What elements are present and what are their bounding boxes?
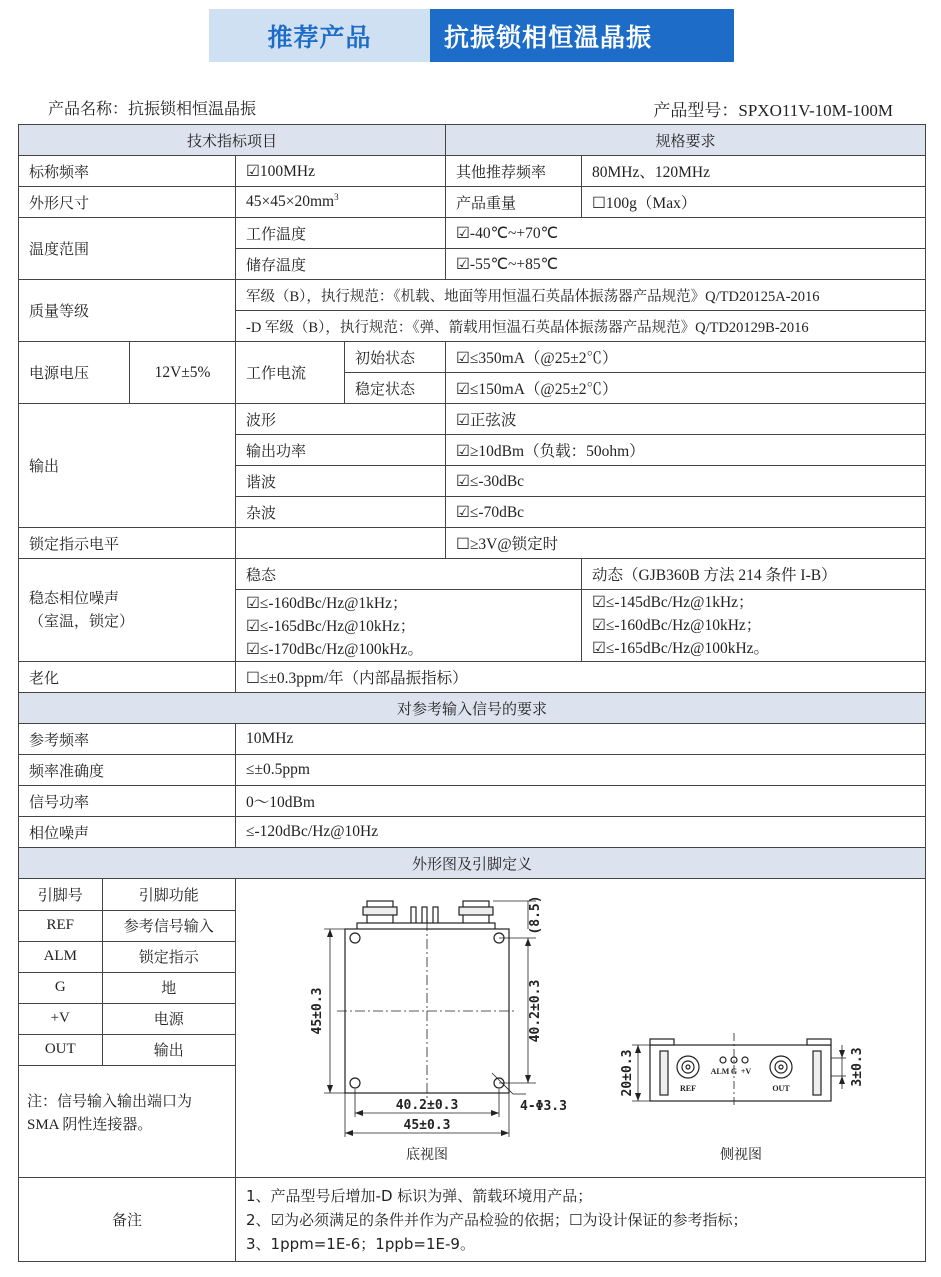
label: 质量等级 bbox=[19, 280, 236, 342]
ref-row bbox=[19, 755, 926, 786]
product-model: 产品型号：SPXO11V-10M-100M bbox=[653, 101, 893, 120]
row-lock bbox=[19, 528, 926, 559]
value: ☐≥3V@锁定时 bbox=[446, 528, 926, 559]
side-dim-height: 20±0.3 bbox=[620, 1049, 635, 1097]
label: 动态（GJB360B 方法 214 条件 I-B） bbox=[582, 559, 926, 590]
value: ☐≤±0.3ppm/年（内部晶振指标） bbox=[236, 662, 926, 693]
section-title: 外形图及引脚定义 bbox=[19, 848, 926, 879]
pin-id: REF bbox=[19, 910, 102, 941]
dim-hole: 4-Φ3.3 bbox=[520, 1099, 567, 1114]
pin-id: +V bbox=[19, 1003, 102, 1034]
side-label-g: G bbox=[730, 1067, 738, 1076]
value: ☑-55℃~+85℃ bbox=[446, 249, 926, 280]
size-sup: 3 bbox=[334, 192, 339, 203]
row-temp-work bbox=[19, 218, 926, 249]
label: 参考频率 bbox=[19, 724, 236, 755]
value: ☑≥10dBm（负载：50ohm） bbox=[446, 435, 926, 466]
label: 其他推荐频率 bbox=[446, 156, 582, 187]
pin-note bbox=[19, 1065, 235, 1161]
label: 输出 bbox=[19, 404, 236, 528]
ref-row bbox=[19, 724, 926, 755]
label: 稳定状态 bbox=[345, 373, 446, 404]
pn-label-2: （室温，锁定） bbox=[29, 612, 135, 630]
size-value: 45×45×20mm bbox=[246, 193, 335, 211]
note-line: SMA 阴性连接器。 bbox=[27, 1117, 153, 1134]
label: 谐波 bbox=[236, 466, 446, 497]
header-requirement: 规格要求 bbox=[446, 125, 926, 156]
note-line: 注：信号输入输出端口为 bbox=[27, 1092, 193, 1111]
outline-section-header bbox=[19, 848, 926, 879]
pin-header: 引脚号 bbox=[19, 879, 102, 910]
ref-section-header bbox=[19, 693, 926, 724]
pn-dynamic-line: ☑≤-160dBc/Hz@10kHz； bbox=[592, 617, 762, 634]
value: ☑-40℃~+70℃ bbox=[446, 218, 926, 249]
value: -D 军级（B），执行规范：《弹、箭载用恒温石英晶体振荡器产品规范》Q/TD20129B-2016 bbox=[236, 311, 926, 342]
banner-product: 抗振锁相恒温晶振 bbox=[430, 9, 734, 62]
row-power-1 bbox=[19, 342, 926, 373]
pin-id: OUT bbox=[19, 1034, 102, 1065]
value: 80MHz、120MHz bbox=[582, 156, 926, 187]
bottom-view-caption: 底视图 bbox=[406, 1147, 448, 1163]
remark-line: 2、☑为必须满足的条件并作为产品检验的依据；☐为设计保证的参考指标； bbox=[246, 1210, 748, 1229]
row-phase-noise-head bbox=[19, 559, 926, 590]
pin-row bbox=[19, 941, 235, 972]
pin-id: ALM bbox=[19, 941, 102, 972]
value: ☑≤-70dBc bbox=[446, 497, 926, 528]
value: ☑≤-30dBc bbox=[446, 466, 926, 497]
product-info bbox=[48, 96, 893, 121]
label: 储存温度 bbox=[236, 249, 446, 280]
dim-inner-v: 40.2±0.3 bbox=[528, 979, 543, 1043]
label: 老化 bbox=[19, 662, 236, 693]
value: ☐100g（Max） bbox=[582, 187, 926, 218]
outline-drawing bbox=[236, 879, 925, 1177]
title-banner bbox=[209, 9, 734, 62]
value: 12V±5% bbox=[130, 342, 236, 404]
pin-id: G bbox=[19, 972, 102, 1003]
label: 输出功率 bbox=[236, 435, 446, 466]
banner-tag: 推荐产品 bbox=[209, 9, 430, 62]
value: 0～10dBm bbox=[236, 786, 926, 817]
pin-func: 锁定指示 bbox=[102, 941, 235, 972]
remarks-row bbox=[19, 1178, 926, 1262]
pn-dynamic bbox=[582, 590, 926, 662]
pin-func: 输出 bbox=[102, 1034, 235, 1065]
pin-row bbox=[19, 1034, 235, 1065]
side-view-caption: 侧视图 bbox=[720, 1147, 762, 1163]
side-label-alm: ALM bbox=[710, 1067, 730, 1076]
dim-height: 45±0.3 bbox=[310, 987, 325, 1035]
label: 标称频率 bbox=[19, 156, 236, 187]
label: 电源电压 bbox=[19, 342, 130, 404]
pin-panel bbox=[19, 879, 236, 1178]
pin-row bbox=[19, 1003, 235, 1034]
side-label-out: OUT bbox=[772, 1084, 790, 1093]
value: ≤±0.5ppm bbox=[236, 755, 926, 786]
pin-func: 地 bbox=[102, 972, 235, 1003]
value: ☑≤150mA（@25±2℃） bbox=[446, 373, 926, 404]
remarks-content bbox=[236, 1178, 926, 1262]
dim-inner-h: 40.2±0.3 bbox=[395, 1098, 459, 1113]
side-label-v: +V bbox=[740, 1067, 752, 1076]
pin-header-row bbox=[19, 879, 235, 910]
pn-static-line: ☑≤-160dBc/Hz@1kHz； bbox=[246, 595, 408, 612]
outline-row bbox=[19, 879, 926, 1178]
label: 外形尺寸 bbox=[19, 187, 236, 218]
label: 温度范围 bbox=[19, 218, 236, 280]
label: 波形 bbox=[236, 404, 446, 435]
value: 军级（B），执行规范：《机载、地面等用恒温石英晶体振荡器产品规范》Q/TD20125A-2016 bbox=[236, 280, 926, 311]
pin-func: 参考信号输入 bbox=[102, 910, 235, 941]
label: 稳态 bbox=[236, 559, 582, 590]
value: ☑≤350mA（@25±2℃） bbox=[446, 342, 926, 373]
side-label-ref: REF bbox=[680, 1084, 696, 1093]
pin-func: 电源 bbox=[102, 1003, 235, 1034]
value: ≤-120dBc/Hz@10Hz bbox=[236, 817, 926, 848]
note-row bbox=[19, 1065, 235, 1161]
row-quality-1 bbox=[19, 280, 926, 311]
ref-row bbox=[19, 786, 926, 817]
row-output-wave bbox=[19, 404, 926, 435]
spec-table bbox=[18, 124, 926, 1262]
pin-row bbox=[19, 972, 235, 1003]
label: 信号功率 bbox=[19, 786, 236, 817]
label: 相位噪声 bbox=[19, 817, 236, 848]
pn-label-1: 稳态相位噪声 bbox=[29, 589, 120, 607]
pin-row bbox=[19, 910, 235, 941]
remark-line: 1、产品型号后增加-D 标识为弹、箭载环境用产品； bbox=[246, 1186, 593, 1205]
label bbox=[19, 559, 236, 662]
label: 产品重量 bbox=[446, 187, 582, 218]
section-title: 对参考输入信号的要求 bbox=[19, 693, 926, 724]
dim-width: 45±0.3 bbox=[403, 1118, 451, 1133]
label: 初始状态 bbox=[345, 342, 446, 373]
label: 工作电流 bbox=[236, 342, 345, 404]
pn-static-line: ☑≤-170dBc/Hz@100kHz。 bbox=[246, 641, 424, 658]
side-dim-right: 3±0.3 bbox=[850, 1047, 865, 1087]
product-name: 产品名称：抗振锁相恒温晶振 bbox=[48, 99, 257, 118]
header-item: 技术指标项目 bbox=[19, 125, 446, 156]
header-row bbox=[19, 125, 926, 156]
remark-line: 3、1ppm=1E-6；1ppb=1E-9。 bbox=[246, 1234, 475, 1253]
value: ☑100MHz bbox=[236, 156, 446, 187]
func-header: 引脚功能 bbox=[102, 879, 235, 910]
empty-cell bbox=[236, 528, 446, 559]
value: ☑正弦波 bbox=[446, 404, 926, 435]
label: 锁定指示电平 bbox=[19, 528, 236, 559]
pn-dynamic-line: ☑≤-145dBc/Hz@1kHz； bbox=[592, 594, 754, 611]
side-view bbox=[632, 1033, 846, 1105]
remarks-label: 备注 bbox=[19, 1178, 236, 1262]
pin-table bbox=[19, 879, 235, 1161]
ref-row bbox=[19, 817, 926, 848]
row-aging bbox=[19, 662, 926, 693]
row-size bbox=[19, 187, 926, 218]
label: 杂波 bbox=[236, 497, 446, 528]
pn-static bbox=[236, 590, 582, 662]
pn-static-line: ☑≤-165dBc/Hz@10kHz； bbox=[246, 618, 416, 635]
dim-top: (8.5) bbox=[528, 895, 543, 935]
pn-dynamic-line: ☑≤-165dBc/Hz@100kHz。 bbox=[592, 640, 770, 657]
label: 工作温度 bbox=[236, 218, 446, 249]
drawing-panel bbox=[236, 879, 926, 1178]
row-nominal-freq bbox=[19, 156, 926, 187]
label: 频率准确度 bbox=[19, 755, 236, 786]
value: 10MHz bbox=[236, 724, 926, 755]
value bbox=[236, 187, 446, 218]
